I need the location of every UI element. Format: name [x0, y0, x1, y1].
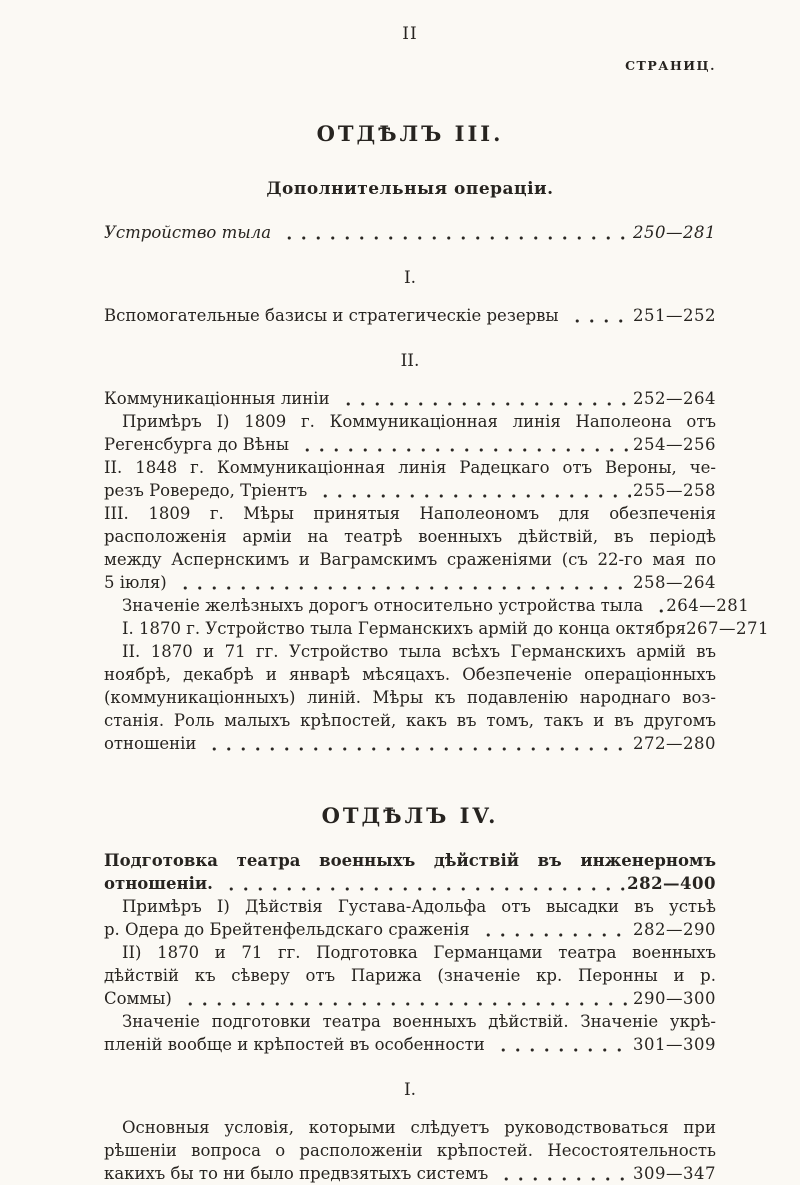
page-range: 309—347: [633, 1164, 716, 1183]
entry-text: 5 іюля): [104, 573, 167, 592]
toc-entry-lastline: [104, 987, 716, 1010]
toc-line: II) 1870 и 71 гг. Подготовка Германцами театра военныхъ: [122, 943, 716, 962]
subsection-numeral: I.: [403, 1080, 417, 1100]
dot-leader: [176, 571, 631, 594]
entry-text: какихъ бы то ни было предвзятыхъ системъ: [104, 1164, 489, 1183]
page-range: 267—271: [686, 619, 770, 638]
toc-entry-lastline: [104, 479, 716, 502]
toc-entry-lastline: [104, 617, 770, 640]
toc-line: II. 1870 и 71 гг. Устройство тыла всѣхъ Германскихъ армій въ: [122, 642, 716, 661]
toc-line: расположенія арміи на театрѣ военныхъ дѣйствій, въ періодѣ: [104, 527, 716, 546]
entry-text: Коммуникаціонныя линіи: [104, 389, 330, 408]
entry-text: Соммы): [104, 989, 172, 1008]
entry-text: отношеніи.: [104, 874, 213, 893]
page-range: 255—258: [633, 481, 716, 500]
toc-entry: [104, 304, 716, 327]
toc-entry: [104, 410, 716, 456]
toc-line: Значеніе подготовки театра военныхъ дѣйствій. Значеніе укрѣ-: [122, 1012, 716, 1031]
toc-entry-lastline: [104, 571, 716, 594]
page-range: 290—300: [633, 989, 716, 1008]
toc-entry-lastline: [104, 1162, 716, 1185]
dot-leader: [494, 1033, 631, 1056]
toc-entry-lastline: [104, 594, 750, 617]
dot-leader: [497, 1162, 631, 1185]
toc-entry: [104, 221, 716, 244]
page-folio: II: [402, 24, 418, 44]
section-heading: ОТДѢЛЪ IV.: [321, 803, 499, 828]
section-subtitle: Дополнительныя операціи.: [266, 179, 554, 199]
toc-line: ноябрѣ, декабрѣ и январѣ мѣсяцахъ. Обезпеченіе операціонныхъ: [104, 665, 716, 684]
toc-entry-lastline: [104, 732, 716, 755]
toc-entry-lastline: [104, 1033, 716, 1056]
dot-leader: [568, 304, 631, 327]
toc-line: между Аспернскимъ и Ваграмскимъ сраженіями (съ 22-го мая по: [104, 550, 716, 569]
toc-entry: [104, 594, 750, 617]
page-range: 251—252: [633, 306, 716, 325]
pages-column-header: СТРАНИЦ.: [625, 58, 716, 73]
toc-entry: [104, 617, 770, 640]
entry-text: Устройство тыла: [104, 223, 272, 242]
toc: [104, 119, 770, 1185]
toc-entry: [104, 387, 716, 410]
toc-entry: [104, 1116, 716, 1185]
entry-text: резъ Ровередо, Тріентъ: [104, 481, 308, 500]
toc-line: (коммуникаціонныхъ) линій. Мѣры къ подавленію народнаго воз-: [104, 688, 716, 707]
entry-text: р. Одера до Брейтенфельдскаго сраженія: [104, 920, 470, 939]
entry-text: отношеніи: [104, 734, 197, 753]
toc-entry: [104, 895, 716, 941]
page-range: 250—281: [633, 223, 716, 242]
dot-leader: [205, 732, 631, 755]
toc-entry-lastline: [104, 221, 716, 244]
page-range: 258—264: [633, 573, 716, 592]
dot-leader: [652, 594, 664, 617]
toc-line: Основныя условія, которыми слѣдуетъ руководствоваться при: [122, 1118, 716, 1137]
toc-entry: [104, 502, 716, 594]
entry-text: Значеніе желѣзныхъ дорогъ относительно устройства тыла: [122, 596, 644, 615]
toc-line: Подготовка театра военныхъ дѣйствій въ инженерномъ: [104, 851, 716, 870]
section-heading: ОТДѢЛЪ III.: [316, 121, 504, 146]
dot-leader: [479, 918, 631, 941]
subsection-numeral: II.: [400, 351, 420, 371]
toc-entry-lastline: [104, 387, 716, 410]
page-range: 264—281: [666, 596, 750, 615]
entry-text: Регенсбурга до Вѣны: [104, 435, 289, 454]
page-range: 282—400: [627, 874, 716, 893]
dot-leader: [316, 479, 631, 502]
toc-line: III. 1809 г. Мѣры принятыя Наполеономъ для обезпеченія: [104, 504, 716, 523]
page-range: 301—309: [633, 1035, 716, 1054]
toc-line: дѣйствій къ сѣверу отъ Парижа (значеніе кр. Перонны и р.: [104, 966, 716, 985]
dot-leader: [181, 987, 631, 1010]
toc-line: станія. Роль малыхъ крѣпостей, какъ въ томъ, такъ и въ другомъ: [104, 711, 716, 730]
entry-text: Вспомогательные базисы и стратегическіе резервы: [104, 306, 559, 325]
entry-text: пленій вообще и крѣпостей въ особенности: [104, 1035, 485, 1054]
toc-line: II. 1848 г. Коммуникаціонная линія Радецкаго отъ Вероны, че-: [104, 458, 716, 477]
toc-entry: [104, 1010, 716, 1056]
dot-leader: [222, 872, 625, 895]
toc-entry: [104, 640, 716, 755]
toc-entry-lastline: [104, 304, 716, 327]
toc-line: Примѣръ I) 1809 г. Коммуникаціонная линія Наполеона отъ: [122, 412, 716, 431]
toc-entry-lastline: [104, 918, 716, 941]
dot-leader: [339, 387, 631, 410]
toc-line: Примѣръ I) Дѣйствія Густава-Адольфа отъ высадки въ устьѣ: [122, 897, 716, 916]
page-range: 254—256: [633, 435, 716, 454]
dot-leader: [280, 221, 631, 244]
toc-entry: [104, 849, 716, 895]
page-range: 252—264: [633, 389, 716, 408]
subsection-numeral: I.: [403, 268, 417, 288]
toc-entry-lastline: [104, 872, 716, 895]
dot-leader: [298, 433, 631, 456]
entry-text: I. 1870 г. Устройство тыла Германскихъ армій до конца октября: [122, 619, 687, 638]
page-range: 272—280: [633, 734, 716, 753]
toc-entry-lastline: [104, 433, 716, 456]
toc-entry: [104, 941, 716, 1010]
toc-entry: [104, 456, 716, 502]
toc-line: рѣшеніи вопроса о расположеніи крѣпостей. Несостоятельность: [104, 1141, 716, 1160]
page-range: 282—290: [633, 920, 716, 939]
